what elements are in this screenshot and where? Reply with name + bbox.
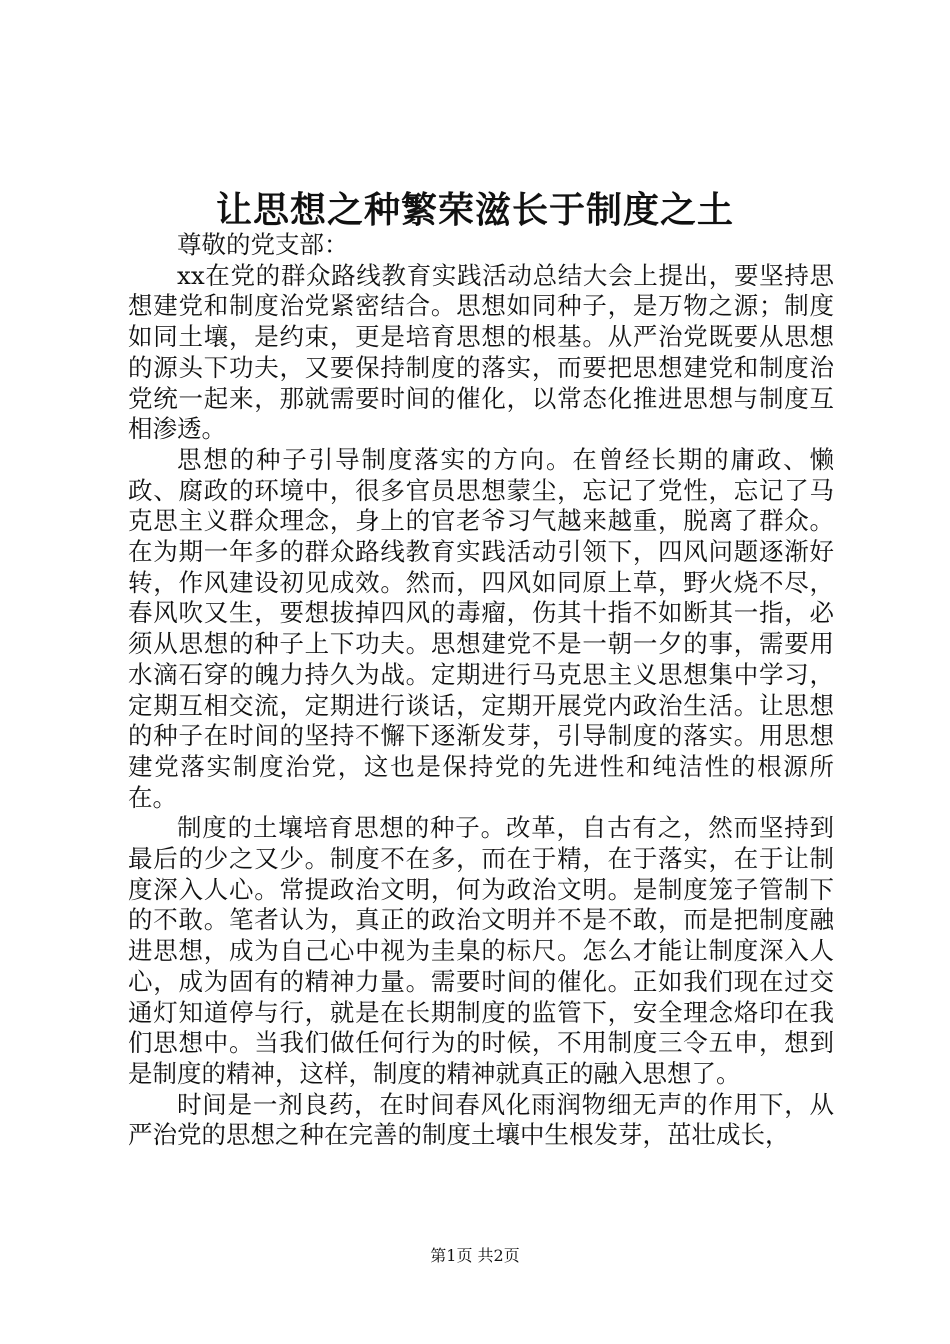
page-footer: 第1页 共2页 — [430, 1246, 520, 1265]
salutation: 尊敬的党支部： — [177, 230, 349, 259]
document-title: 让思想之种繁荣滋长于制度之土 — [215, 189, 734, 231]
paragraph-2: 思想的种子引导制度落实的方向。在曾经长期的庸政、懒政、腐政的环境中，很多官员思想蒙尘，忘记了党性，忘记了马克思主义群众理念，身上的官老爷习气越来越重，脱离了群众。在为期一年多的群众路线教育实践活动引领下，四风问题逐渐好转，作风建设初见成效。然而，四风如同原上草，野火烧不尽，春风吹又生，要想拔掉四风的毒瘤，伤其十指不如断其一指，必须从思想的种子上下功夫。思想建党不是一朝一夕的事，需要用水滴石穿的魄力持久为战。定期进行马克思主义思想集中学习，定期互相交流，定期进行谈话，定期开展党内政治生活。让思想的种子在时间的坚持不懈下逐渐发芽，引导制度的落实。用思想建党落实制度治党，这也是保持党的先进性和纯洁性的根源所在。 — [128, 444, 834, 812]
paragraph-3: 制度的土壤培育思想的种子。改革，自古有之，然而坚持到最后的少之又少。制度不在多，而在于精，在于落实，在于让制度深入人心。常提政治文明，何为政治文明。是制度笼子管制下的不敢。笔者认为，真正的政治文明并不是不敢，而是把制度融进思想，成为自己心中视为圭臬的标尺。怎么才能让制度深入人心，成为固有的精神力量。需要时间的催化。正如我们现在过交通灯知道停与行，就是在长期制度的监管下，安全理念烙印在我们思想中。当我们做任何行为的时候，不用制度三令五申，想到是制度的精神，这样，制度的精神就真正的融入思想了。 — [128, 813, 834, 1088]
paragraph-4: 时间是一剂良药，在时间春风化雨润物细无声的作用下，从严治党的思想之种在完善的制度土壤中生根发芽，茁壮成长， — [128, 1089, 834, 1150]
document-body — [128, 230, 834, 1151]
paragraph-1: xx在党的群众路线教育实践活动总结大会上提出，要坚持思想建党和制度治党紧密结合。思想如同种子，是万物之源；制度如同土壤，是约束，更是培育思想的根基。从严治党既要从思想的源头下功夫，又要保持制度的落实，而要把思想建党和制度治党统一起来，那就需要时间的催化，以常态化推进思想与制度互相渗透。 — [128, 260, 834, 444]
